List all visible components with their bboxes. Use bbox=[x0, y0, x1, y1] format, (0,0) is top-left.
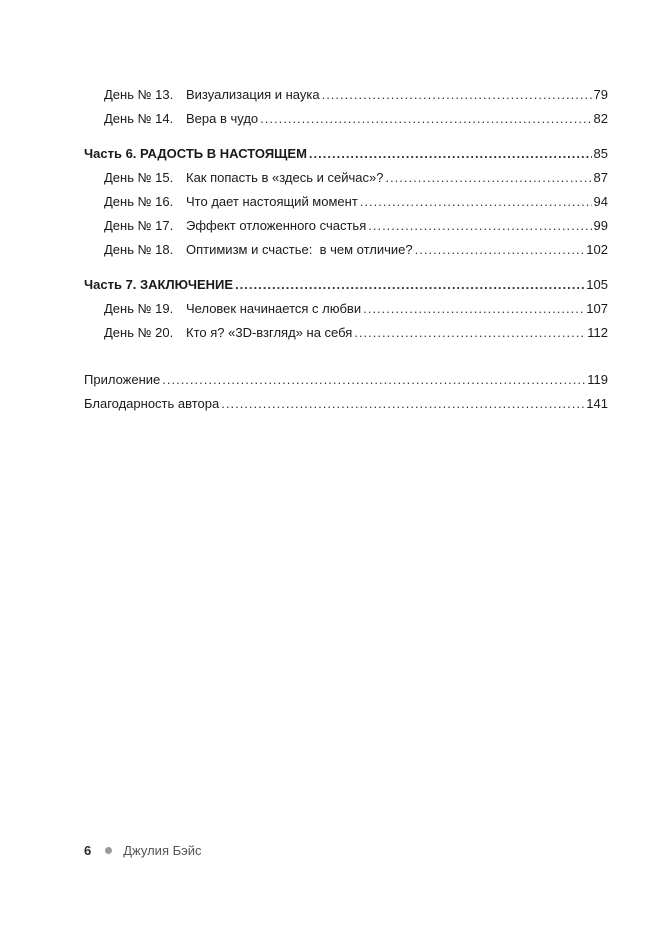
toc-entry-day-13 bbox=[84, 83, 608, 107]
dot-leader bbox=[235, 273, 584, 297]
dot-leader bbox=[309, 142, 592, 166]
dot-leader bbox=[368, 214, 591, 238]
entry-title: Визуализация и наука bbox=[186, 87, 320, 102]
dot-leader bbox=[221, 392, 584, 416]
entry-page-number: 87 bbox=[593, 170, 608, 185]
entry-title: Оптимизм и счастье: в чем отличие? bbox=[186, 242, 413, 257]
section-spacer bbox=[84, 262, 608, 273]
acknowledgements-page-number: 141 bbox=[586, 396, 608, 411]
appendix-page-number: 119 bbox=[587, 372, 608, 387]
dot-leader bbox=[415, 238, 585, 262]
section-spacer bbox=[84, 345, 608, 356]
toc-part-6 bbox=[84, 142, 608, 166]
entry-day-label: День № 13. bbox=[104, 87, 174, 102]
entry-title: Человек начинается с любви bbox=[186, 301, 362, 316]
section-spacer bbox=[84, 131, 608, 142]
section-spacer bbox=[84, 356, 608, 368]
table-of-contents bbox=[84, 83, 608, 416]
entry-day-label: День № 19. bbox=[104, 301, 174, 316]
toc-entry-day-17 bbox=[84, 214, 608, 238]
entry-page-number: 79 bbox=[593, 87, 608, 102]
part-page-number: 105 bbox=[586, 277, 608, 292]
entry-title: Как попасть в «здесь и сейчас»? bbox=[186, 170, 384, 185]
entry-day-label: День № 18. bbox=[104, 242, 174, 257]
toc-acknowledgements bbox=[84, 392, 608, 416]
part-title: Часть 7. ЗАКЛЮЧЕНИЕ bbox=[84, 277, 234, 292]
toc-part-7 bbox=[84, 273, 608, 297]
dot-leader bbox=[363, 297, 584, 321]
bullet-dot-icon bbox=[105, 847, 112, 854]
part-title: Часть 6. РАДОСТЬ В НАСТОЯЩЕМ bbox=[84, 146, 307, 161]
dot-leader bbox=[162, 368, 585, 392]
entry-day-label: День № 20. bbox=[104, 325, 174, 340]
acknowledgements-title: Благодарность автора bbox=[84, 396, 220, 411]
dot-leader bbox=[360, 190, 592, 214]
entry-day-label: День № 17. bbox=[104, 218, 174, 233]
entry-title: Вера в чудо bbox=[186, 111, 259, 126]
toc-entry-day-20 bbox=[84, 321, 608, 345]
toc-entry-day-15 bbox=[84, 166, 608, 190]
page-footer bbox=[84, 843, 202, 858]
entry-page-number: 102 bbox=[586, 242, 608, 257]
dot-leader bbox=[322, 83, 592, 107]
entry-page-number: 99 bbox=[593, 218, 608, 233]
entry-title: Кто я? «3D-взгляд» на себя bbox=[186, 325, 353, 340]
entry-title: Что дает настоящий момент bbox=[186, 194, 358, 209]
dot-leader bbox=[354, 321, 585, 345]
part-page-number: 85 bbox=[593, 146, 608, 161]
toc-entry-day-18 bbox=[84, 238, 608, 262]
toc-entry-day-19 bbox=[84, 297, 608, 321]
entry-page-number: 112 bbox=[587, 325, 608, 340]
entry-title: Эффект отложенного счастья bbox=[186, 218, 367, 233]
dot-leader bbox=[385, 166, 591, 190]
entry-day-label: День № 16. bbox=[104, 194, 174, 209]
dot-leader bbox=[260, 107, 591, 131]
entry-page-number: 94 bbox=[593, 194, 608, 209]
entry-day-label: День № 15. bbox=[104, 170, 174, 185]
entry-page-number: 82 bbox=[593, 111, 608, 126]
toc-appendix bbox=[84, 368, 608, 392]
toc-entry-day-14 bbox=[84, 107, 608, 131]
footer-page-number: 6 bbox=[84, 843, 92, 858]
entry-page-number: 107 bbox=[586, 301, 608, 316]
entry-day-label: День № 14. bbox=[104, 111, 174, 126]
appendix-title: Приложение bbox=[84, 372, 161, 387]
toc-entry-day-16 bbox=[84, 190, 608, 214]
footer-author: Джулия Бэйс bbox=[123, 843, 202, 858]
